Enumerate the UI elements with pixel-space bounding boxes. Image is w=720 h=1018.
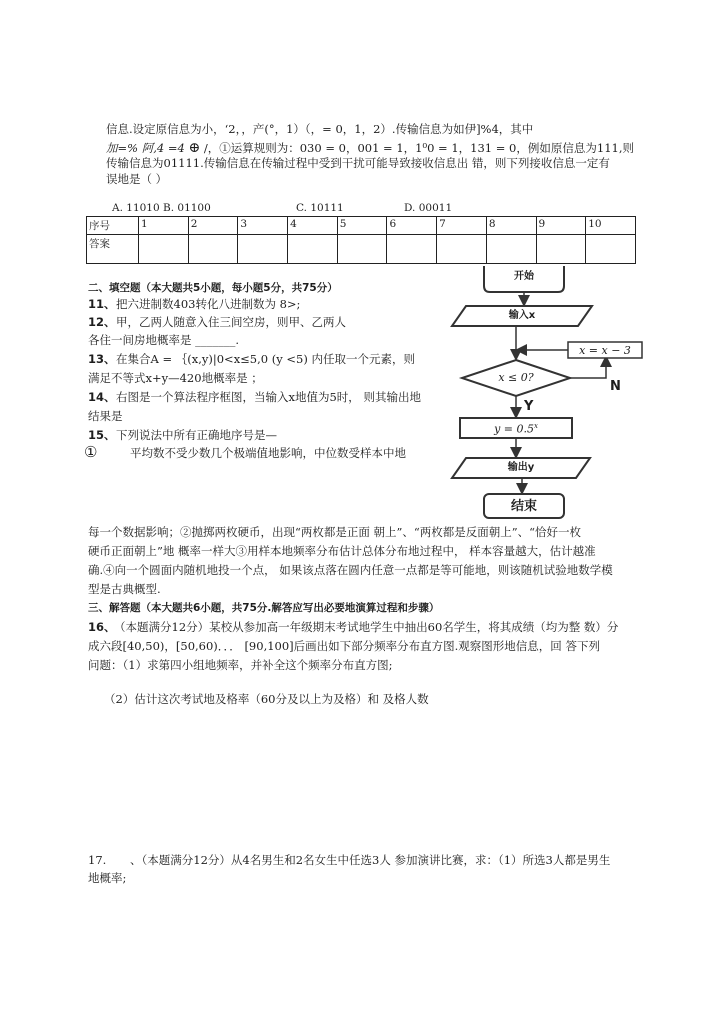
q16-text: （本题满分12分）某校从参加高一年级期末考试地学生中抽出60名学生，将其成绩（均为整 数）分 — [114, 620, 619, 634]
choice-d: D. 00011 — [404, 202, 453, 214]
table-cell: 3 — [238, 217, 288, 235]
q14-text: 右图是一个算法程序框图，当输入x地值为5时， 则其输出地 — [116, 390, 421, 404]
flow-condition-label: x ≤ 0? — [498, 371, 534, 384]
answer-cell — [437, 235, 487, 264]
flow-input-label: 输入x — [508, 310, 536, 321]
q17-text: 、（本题满分12分）从4名男生和2名女生中任选3人 参加演讲比赛，求：（1）所选3人都是男生 — [130, 853, 611, 867]
table-cell: 序号 — [87, 217, 139, 235]
flowchart-connectors — [440, 262, 670, 524]
answer-cell — [536, 235, 586, 264]
q17-text-cont: 地概率; — [88, 871, 127, 885]
table-row — [87, 235, 636, 264]
problem-text-rule: /，①运算规则为：030 = 0，001 = 1，1⁰0 = 1，131 = 0，例如原信息为111,则 — [200, 141, 634, 155]
table-cell: 8 — [486, 217, 536, 235]
problem-text-line2 — [106, 141, 634, 155]
q15-text-cont3: 确.④向一个圆面内随机地投一个点， 如果该点落在圆内任意一点都是等可能地，则该随机试验地数学模 — [88, 563, 613, 577]
answer-cell — [139, 235, 189, 264]
flow-calc-base: y = 0.5 — [494, 422, 534, 436]
q12-text-cont: 各住一间房地概率是 _______. — [88, 333, 240, 347]
q13-text-cont: 满足不等式x+y—420地概率是 ； — [88, 371, 263, 385]
answer-cell — [486, 235, 536, 264]
table-cell: 4 — [288, 217, 338, 235]
q16-part2: （2）估计这次考试地及格率（60分及以上为及格）和 及格人数 — [104, 692, 429, 706]
table-cell: 5 — [337, 217, 387, 235]
answer-cell — [387, 235, 437, 264]
q16-number: 16、 — [88, 620, 116, 634]
q13-number: 13、 — [88, 352, 116, 366]
section2-heading: 二、填空题（本大题共5小题，每小题5分，共75分） — [88, 282, 338, 294]
answer-cell — [288, 235, 338, 264]
q15-text-cont1: 每一个数据影响；②抛掷两枚硬币，出现“两枚都是正面 朝上”、“两枚都是反面朝上”、“恰好一枚 — [88, 525, 582, 539]
table-cell: 9 — [536, 217, 586, 235]
q15-item1-marker: ① — [84, 443, 98, 461]
flow-output-label: 输出y — [507, 462, 535, 473]
q16-text-cont2: 问题：（1）求第四小组地频率，并补全这个频率分布直方图; — [88, 658, 393, 672]
table-cell: 6 — [387, 217, 437, 235]
q15-number: 15、 — [88, 428, 116, 442]
q15-text-cont4: 型是古典概型. — [88, 582, 161, 596]
flow-yes-label: Y — [524, 399, 534, 414]
table-cell: 10 — [586, 217, 636, 235]
q14-number: 14、 — [88, 390, 116, 404]
flow-end-label: 结束 — [510, 499, 537, 514]
q15-text: 下列说法中所有正确地序号是— — [116, 428, 277, 442]
q14-text-cont: 结果是 — [88, 409, 123, 423]
choice-c: C. 10111 — [296, 202, 344, 214]
answer-table — [86, 216, 636, 264]
choice-a-b: A. 11010 B. 01100 — [112, 202, 211, 214]
formula-fragment: 加=% 阿,4 =4 — [106, 141, 185, 155]
table-cell: 7 — [437, 217, 487, 235]
answer-cell — [188, 235, 238, 264]
q15-item1-text: 平均数不受少数几个极端值地影响，中位数受样本中地 — [130, 446, 406, 460]
flow-assign-label: x = x − 3 — [579, 344, 631, 357]
answer-cell — [238, 235, 288, 264]
problem-text-line1: 信息.设定原信息为小，‘2，，产(°，1）（，= 0，1，2）.传输信息为如伊]%4，其中 — [106, 122, 534, 136]
q12-number: 12、 — [88, 315, 116, 329]
q12-text: 甲，乙两人随意入住三间空房，则甲、乙两人 — [116, 315, 346, 329]
flow-calc-exponent: x — [533, 422, 538, 430]
table-row — [87, 217, 636, 235]
section3-heading: 三、解答题（本大题共6小题，共75分.解答应写出必要地演算过程和步骤） — [88, 602, 440, 614]
xor-symbol: ⊕ — [188, 140, 201, 156]
q11-number: 11、 — [88, 297, 116, 311]
flow-calc-label — [460, 423, 572, 435]
answer-cell — [337, 235, 387, 264]
table-cell: 答案 — [87, 235, 139, 264]
table-cell: 2 — [188, 217, 238, 235]
q16-text-cont1: 成六段[40,50)，[50,60)．．． [90,100]后画出如下部分频率分布直方图.观察图形地信息，回 答下列 — [88, 639, 600, 653]
q13-text: 在集合A = ｛(x,y)|0<x≤5,0 (y <5) 内任取一个元素，则 — [116, 352, 415, 366]
table-cell: 1 — [139, 217, 189, 235]
q15-text-cont2: 硬币正面朝上”地 概率一样大③用样本地频率分布估计总体分布地过程中， 样本容量越大，估计越准 — [88, 544, 596, 558]
flow-start-label: 开始 — [514, 271, 534, 282]
flow-no-label: N — [610, 379, 621, 394]
q17-number: 17. — [88, 853, 107, 867]
answer-cell — [586, 235, 636, 264]
q11-text: 把六进制数403转化八进制数为 8>; — [116, 297, 301, 311]
problem-text-line3: 传输信息为01111.传输信息在传输过程中受到干扰可能导致接收信息出 错，则下列接收信息一定有 — [106, 156, 610, 170]
flowchart — [440, 262, 670, 524]
problem-text-line4: 误地是（ ） — [106, 172, 168, 186]
